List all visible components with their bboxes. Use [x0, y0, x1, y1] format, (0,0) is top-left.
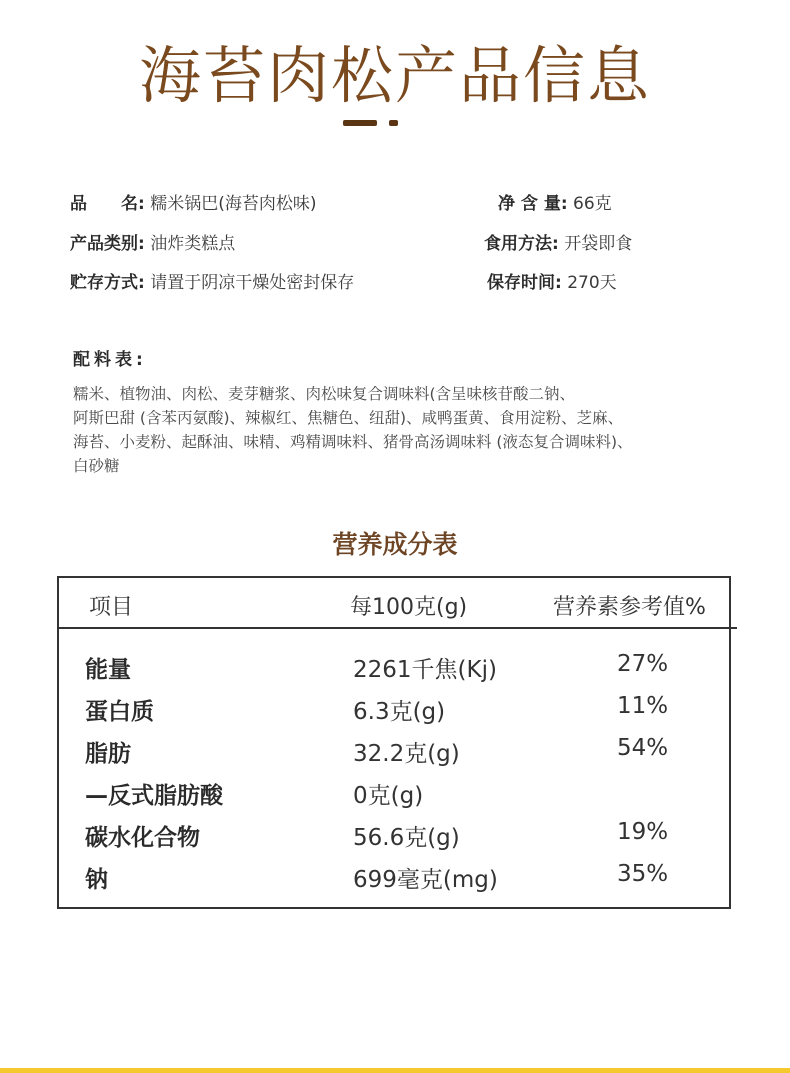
info-label: 食用方法:	[484, 234, 559, 254]
ingredients-line: 海苔、小麦粉、起酥油、味精、鸡精调味料、猪骨高汤调味料 (液态复合调味料)、	[73, 433, 633, 451]
nutrition-title: 营养成分表	[332, 530, 458, 559]
row-name: 蛋白质	[85, 699, 154, 725]
row-amount: 2261千焦(Kj)	[353, 657, 497, 683]
info-value: 请置于阴凉干燥处密封保存	[150, 273, 355, 293]
bottom-accent-line	[0, 1068, 790, 1073]
title-underline	[343, 120, 377, 126]
row-amount: 0克(g)	[353, 783, 424, 809]
info-value: 油炸类糕点	[150, 234, 236, 254]
header-nrv: 营养素参考值%	[553, 595, 706, 620]
info-label: 净 含 量:	[498, 194, 568, 214]
row-name: 钠	[85, 867, 108, 893]
row-nrv: 27%	[617, 651, 669, 677]
header-item: 项目	[89, 595, 134, 620]
row-nrv: 35%	[617, 861, 669, 887]
row-nrv: 19%	[617, 819, 669, 845]
info-product-name	[70, 189, 316, 214]
info-value: 开袋即食	[564, 234, 633, 254]
info-category	[70, 229, 235, 254]
ingredients-line: 白砂糖	[73, 457, 120, 475]
row-amount: 32.2克(g)	[353, 741, 460, 767]
ingredients-list	[73, 382, 743, 478]
row-nrv: 11%	[617, 693, 669, 719]
nutrition-table	[57, 576, 731, 909]
info-value: 66克	[573, 194, 612, 214]
info-label: 保存时间:	[487, 273, 562, 293]
info-label: 贮存方式:	[70, 273, 145, 293]
row-amount: 6.3克(g)	[353, 699, 446, 725]
title-underline-dot	[389, 120, 398, 126]
row-amount: 56.6克(g)	[353, 825, 460, 851]
row-amount: 699毫克(mg)	[353, 867, 498, 893]
info-label: 产品类别:	[70, 234, 145, 254]
ingredients-line: 阿斯巴甜 (含苯丙氨酸)、辣椒红、焦糖色、纽甜)、咸鸭蛋黄、食用淀粉、芝麻、	[73, 409, 624, 427]
info-value: 270天	[567, 273, 617, 293]
ingredients-title: 配料表:	[73, 350, 147, 370]
ingredients-line: 糯米、植物油、肉松、麦芽糖浆、肉松味复合调味料(含呈味核苷酸二钠、	[73, 385, 576, 403]
row-name: 能量	[85, 657, 131, 683]
page-title: 海苔肉松产品信息	[138, 39, 651, 112]
row-nrv: 54%	[617, 735, 669, 761]
info-net-content	[498, 189, 612, 214]
row-name: 脂肪	[85, 741, 131, 767]
info-label: 品 名:	[70, 194, 145, 214]
info-usage	[484, 229, 632, 254]
header-per-100g: 每100克(g)	[350, 595, 468, 620]
row-name: —反式脂肪酸	[85, 783, 223, 809]
info-value: 糯米锅巴(海苔肉松味)	[150, 194, 317, 214]
row-name: 碳水化合物	[85, 825, 200, 851]
info-shelf-life	[487, 268, 617, 293]
header-divider	[59, 627, 737, 629]
info-storage	[70, 268, 354, 293]
